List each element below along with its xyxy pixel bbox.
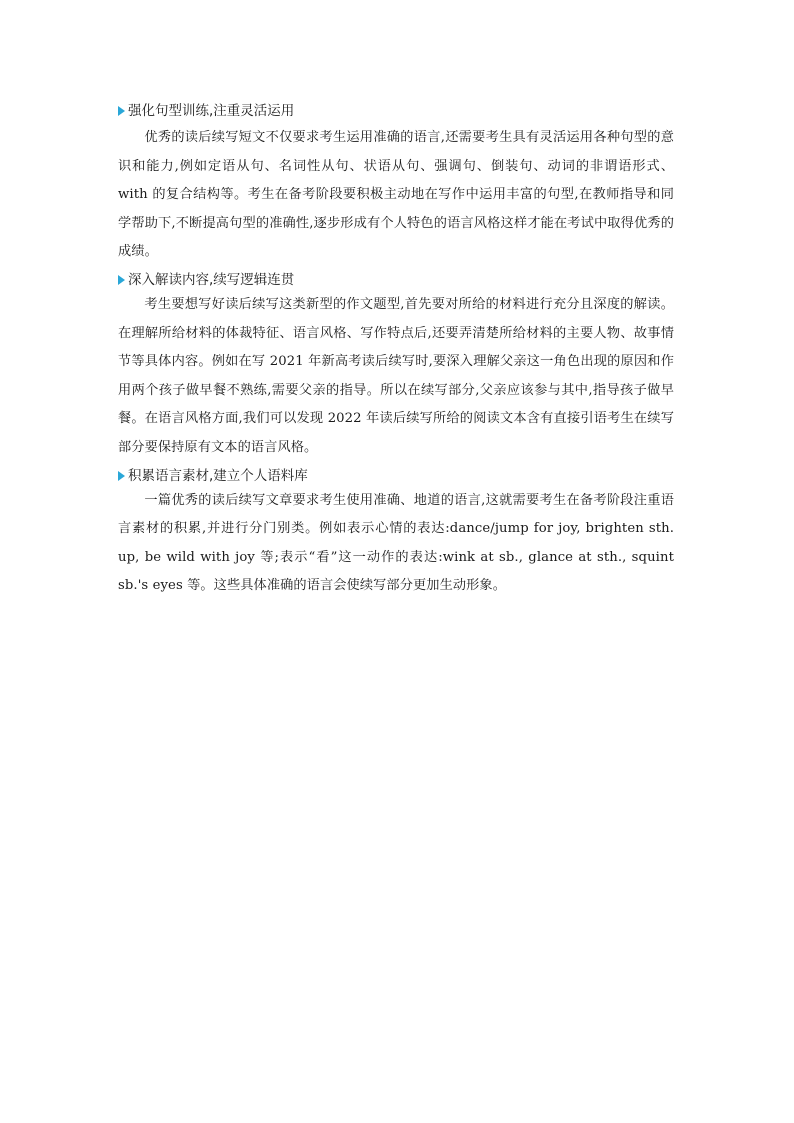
- arrow-icon: [118, 106, 125, 116]
- section-heading: [118, 269, 674, 291]
- document-page: [118, 100, 674, 603]
- section-heading: [118, 100, 674, 122]
- arrow-icon: [118, 471, 125, 481]
- section-content-reading: [118, 269, 674, 463]
- section-paragraph: 考生要想写好读后续写这类新型的作文题型,首先要对所给的材料进行充分且深度的解读。在理解所给材料的体裁特征、语言风格、写作特点后,还要弄清楚所给材料的主要人物、故事情节等具体内容。例如在写 2021 年新高考读后续写时,要深入理解父亲这一角色出现的原因和作用两个孩子做早餐不熟练,需要父亲的指导。所以在续写部分,父亲应该参与其中,指导孩子做早餐。在语言风格方面,我们可以发现 2022 年读后续写所给的阅读文本含有直接引语考生在续写部分要保持原有文本的语言风格。: [118, 296, 674, 455]
- section-heading: [118, 465, 674, 487]
- section-paragraph: 一篇优秀的读后续写文章要求考生使用准确、地道的语言,这就需要考生在备考阶段注重语言素材的积累,并进行分门别类。例如表示心情的表达:dance/jump for joy, brighten sth. up, be wild with joy 等;表示“看”这一动作的表达:wink at sb., glance at sth., squint sb.'s eyes 等。这些具体准确的语言会使续写部分更加生动形象。: [118, 492, 674, 594]
- arrow-icon: [118, 275, 125, 285]
- section-paragraph: 优秀的读后续写短文不仅要求考生运用准确的语言,还需要考生具有灵活运用各种句型的意识和能力,例如定语从句、名词性从句、状语从句、强调句、倒装句、动词的非谓语形式、 with 的复合结构等。考生在备考阶段要积极主动地在写作中运用丰富的句型,在教师指导和同学帮助下,不断提高句型的准确性,逐步形成有个人特色的语言风格这样才能在考试中取得优秀的成绩。: [118, 130, 674, 260]
- section-heading-text: 强化句型训练,注重灵活运用: [128, 103, 295, 119]
- section-sentence-training: [118, 100, 674, 267]
- section-language-corpus: [118, 465, 674, 601]
- section-heading-text: 深入解读内容,续写逻辑连贯: [128, 271, 295, 288]
- section-heading-text: 积累语言素材,建立个人语料库: [128, 467, 308, 484]
